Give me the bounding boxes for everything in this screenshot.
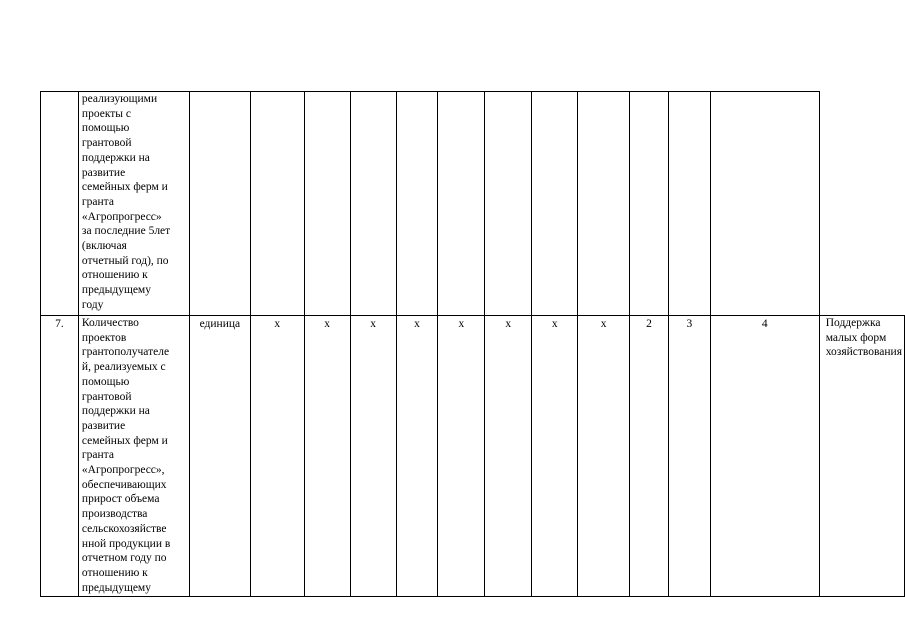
- value-cell: [578, 92, 630, 316]
- value-cell: х: [396, 316, 438, 597]
- unit-cell: [189, 92, 250, 316]
- value-cell: [668, 92, 710, 316]
- value-cell: [304, 92, 350, 316]
- value-cell: [250, 92, 304, 316]
- indicators-table: [40, 91, 905, 597]
- value-cell: [350, 92, 396, 316]
- value-cell: х: [578, 316, 630, 597]
- value-cell: 3: [668, 316, 710, 597]
- value-cell: х: [485, 316, 532, 597]
- table-row: [41, 92, 905, 316]
- indicator-name-cell: реализующими проекты с помощью грантовой поддержки на развитие семейных ферм и гранта «Агропрогресс» за последние 5лет (включая отчетный год), по отношению к предыдущему году: [78, 92, 189, 316]
- value-cell: [438, 92, 485, 316]
- table-row: [41, 316, 905, 597]
- value-cell: х: [438, 316, 485, 597]
- value-cell: х: [350, 316, 396, 597]
- value-cell: х: [532, 316, 578, 597]
- unit-cell: единица: [189, 316, 250, 597]
- indicator-name-cell: Количество проектов грантополучателе й, реализуемых с помощью грантовой поддержки на развитие семейных ферм и гранта «Агропрогресс», обеспечивающих прирост объема производства сельскохозяйстве нной продукции в отчетном году по отношению к предыдущему: [78, 316, 189, 597]
- value-cell: х: [250, 316, 304, 597]
- row-number-cell: 7.: [41, 316, 79, 597]
- value-cell: х: [304, 316, 350, 597]
- value-cell: 2: [630, 316, 669, 597]
- row-number-cell: [41, 92, 79, 316]
- program-cell: Поддержка малых форм хозяйствования: [819, 316, 904, 597]
- program-cell: [710, 92, 819, 316]
- value-cell: [396, 92, 438, 316]
- value-cell: [485, 92, 532, 316]
- value-cell: 4: [710, 316, 819, 597]
- value-cell: [630, 92, 669, 316]
- value-cell: [532, 92, 578, 316]
